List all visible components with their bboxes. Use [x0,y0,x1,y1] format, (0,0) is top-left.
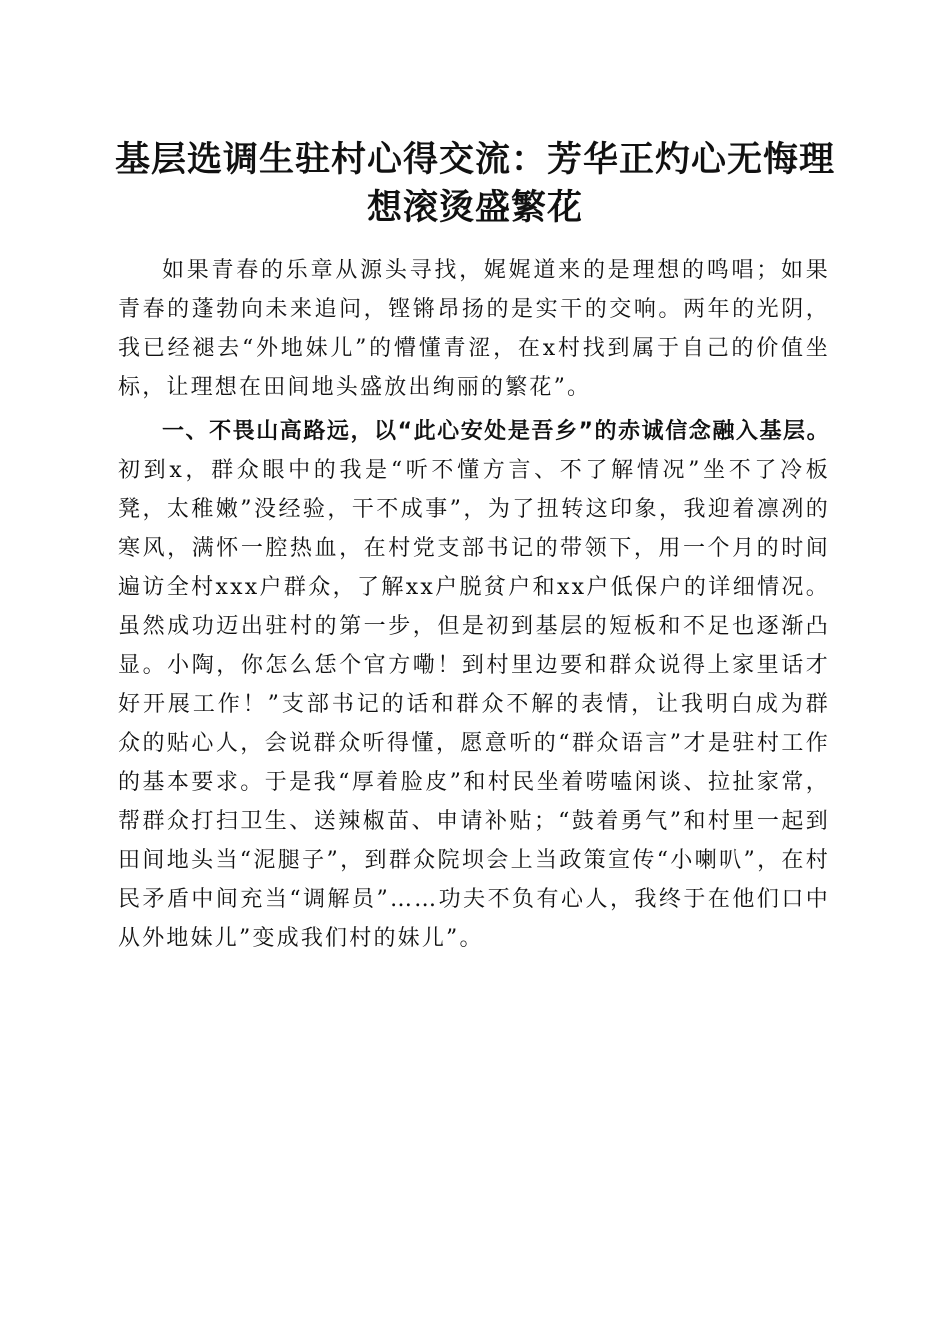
section-one-heading: 一、不畏山高路远，以“此心安处是吾乡”的赤诚信念融入基层。 [162,419,830,444]
paragraph-section-one [118,412,830,958]
paragraph-intro-text: 如果青春的乐章从源头寻找，娓娓道来的是理想的鸣唱；如果青春的蓬勃向未来追问，铿锵昂扬的是实干的交响。两年的光阴，我已经褪去“外地妹儿”的懵懂青涩，在x村找到属于自己的价值坐标，让理想在田间地头盛放出绚丽的繁花”。 [118,258,830,400]
paragraph-intro [118,251,830,407]
document-title: 基层选调生驻村心得交流：芳华正灼心无悔理想滚烫盛繁花 [114,139,835,228]
document-body [118,251,830,963]
section-one-text: 初到x，群众眼中的我是“听不懂方言、不了解情况”坐不了冷板凳，太稚嫩”没经验，干不成事”，为了扭转这印象，我迎着凛冽的寒风，满怀一腔热血，在村党支部书记的带领下，用一个月的时间遍访全村xxx户群众，了解xx户脱贫户和xx户低保户的详细情况。虽然成功迈出驻村的第一步，但是初到基层的短板和不足也逐渐凸显。小陶，你怎么恁个官方嘞！到村里边要和群众说得上家里话才好开展工作！”支部书记的话和群众不解的表情，让我明白成为群众的贴心人，会说群众听得懂，愿意听的“群众语言”才是驻村工作的基本要求。于是我“厚着脸皮”和村民坐着唠嗑闲谈、拉扯家常，帮群众打扫卫生、送辣椒苗、申请补贴；“鼓着勇气”和村里一起到田间地头当“泥腿子”，到群众院坝会上当政策宣传“小喇叭”，在村民矛盾中间充当“调解员”……功夫不负有心人，我终于在他们口中从外地妹儿”变成我们村的妹儿”。 [118,458,830,951]
